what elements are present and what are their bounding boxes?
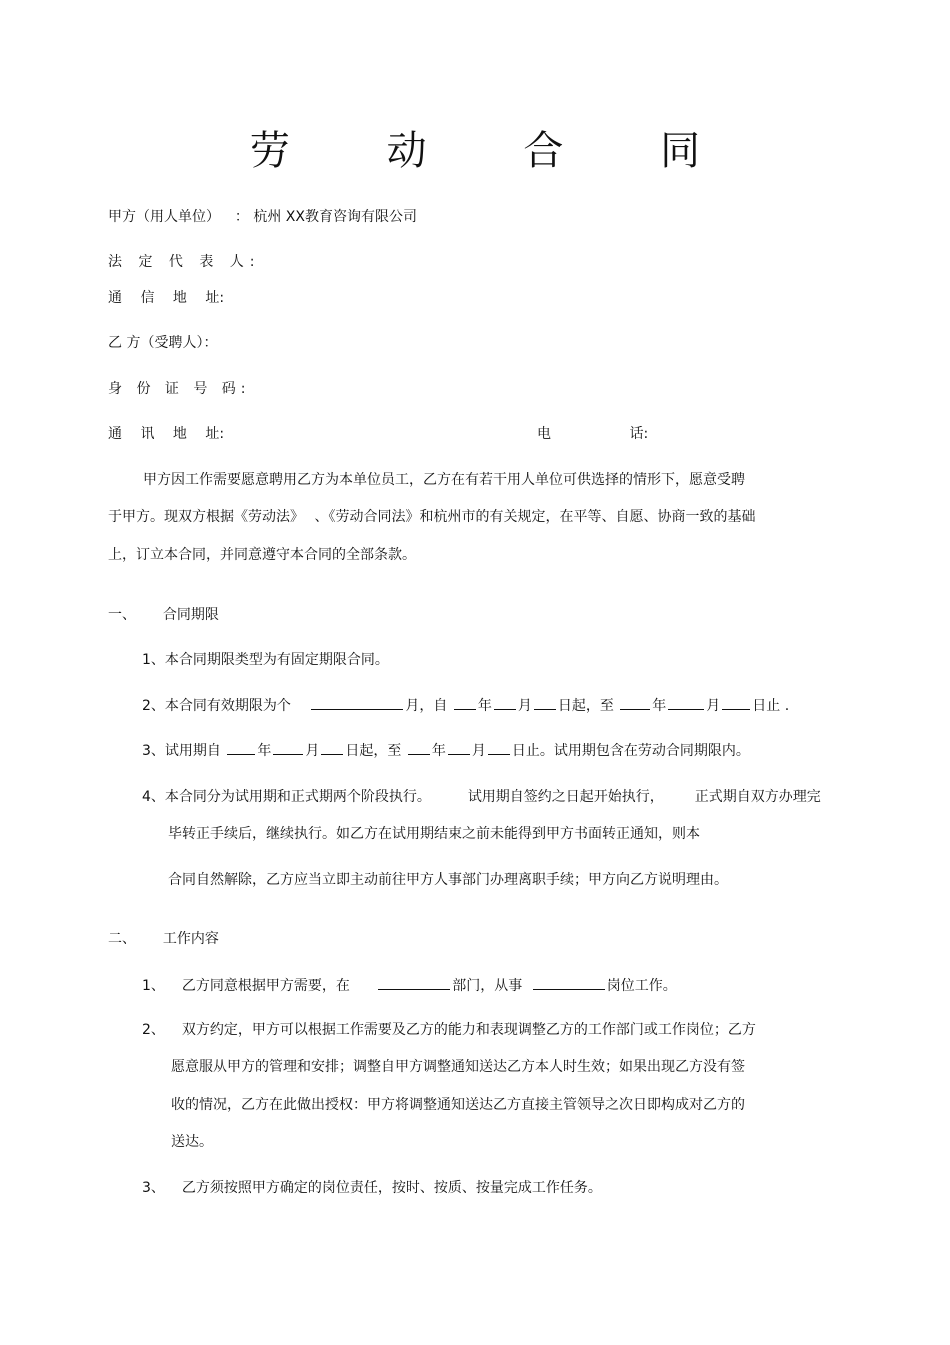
item-3-text: 年: [431, 743, 446, 759]
item-2-text: 年: [652, 698, 667, 714]
section-1-item-1: 1、本合同期限类型为有固定期限合同。: [142, 652, 389, 668]
start-day-blank[interactable]: [534, 695, 556, 710]
section-2-item-2-line-3: 收的情况，乙方在此做出授权：甲方将调整通知送达乙方直接主管领导之次日即构成对乙方的: [171, 1097, 745, 1113]
probation-end-day-blank[interactable]: [488, 740, 510, 755]
item-2-text: 月: [517, 698, 532, 714]
intro-line-1: 甲方因工作需要愿意聘用乙方为本单位员工，乙方在有若干用人单位可供选择的情形下，愿意受聘: [143, 472, 745, 488]
item-2-text: 日起，至: [557, 698, 614, 714]
department-blank[interactable]: [378, 975, 450, 990]
term-months-blank[interactable]: [311, 695, 403, 710]
section-2-item-1: [142, 975, 677, 996]
section-2-item-2-line-2: 愿意服从甲方的管理和安排；调整自甲方调整通知送达乙方本人时生效；如果出现乙方没有签: [171, 1059, 745, 1075]
section-2-item-1-text: 部门，从事: [452, 978, 523, 994]
section-1-item-3: [142, 740, 750, 761]
section-1-heading: [108, 605, 219, 625]
section-2-item-3-number: 3、: [142, 1180, 165, 1196]
section-1-item-4-line-3: 合同自然解除，乙方应当立即主动前往甲方人事部门办理离职手续；甲方向乙方说明理由。: [168, 872, 728, 888]
probation-end-month-blank[interactable]: [448, 740, 470, 755]
party-a-line: [108, 207, 417, 227]
section-2-item-2-number: 2、: [142, 1022, 165, 1038]
section-2-number: 二、: [108, 931, 136, 947]
probation-end-year-blank[interactable]: [408, 740, 430, 755]
section-1-item-4-line-1: [142, 787, 821, 807]
phone-label: 电 话:: [537, 426, 649, 442]
end-month-blank[interactable]: [668, 695, 704, 710]
section-2-item-2-text: 双方约定，甲方可以根据工作需要及乙方的能力和表现调整乙方的工作部门或工作岗位；乙方: [181, 1022, 756, 1038]
id-number-label: 身 份 证 号 码:: [108, 381, 251, 397]
party-a-label: 甲方（用人单位）: [108, 209, 220, 225]
section-2-item-1-prefix: 乙方同意根据甲方需要，在: [181, 978, 350, 994]
item-3-prefix: 3、试用期自: [142, 743, 221, 759]
section-2-item-1-number: 1、: [142, 978, 165, 994]
item-4-part-a: 4、本合同分为试用期和正式期两个阶段执行。: [142, 789, 431, 805]
section-2-heading: [108, 929, 219, 949]
item-2-text: 月，自: [405, 698, 448, 714]
address-label: 通 信 地 址:: [108, 290, 225, 306]
section-2-item-3: [142, 1178, 602, 1198]
section-1-title: 合同期限: [162, 607, 219, 623]
item-2-prefix: 2、本合同有效期限为个: [142, 698, 291, 714]
section-2-item-2-line-4: 送达。: [171, 1134, 213, 1150]
item-3-text: 日起，至: [345, 743, 402, 759]
section-1-number: 一、: [108, 607, 136, 623]
end-day-blank[interactable]: [722, 695, 750, 710]
probation-start-month-blank[interactable]: [273, 740, 303, 755]
probation-start-year-blank[interactable]: [227, 740, 255, 755]
start-month-blank[interactable]: [494, 695, 516, 710]
section-2-item-3-text: 乙方须按照甲方确定的岗位责任，按时、按质、按量完成工作任务。: [181, 1180, 602, 1196]
item-3-text: 月: [305, 743, 320, 759]
intro-line-3: 上，订立本合同，并同意遵守本合同的全部条款。: [108, 547, 416, 563]
item-3-text: 年: [257, 743, 272, 759]
end-year-blank[interactable]: [620, 695, 650, 710]
intro-line-2: 于甲方。现双方根据《劳动法》 、《劳动合同法》和杭州市的有关规定，在平等、自愿、协商一致的基础: [108, 509, 756, 525]
item-2-text: 月: [706, 698, 721, 714]
item-3-text: 月: [471, 743, 486, 759]
section-2-title: 工作内容: [162, 931, 219, 947]
party-b-label: 乙 方（受聘人）：: [108, 335, 218, 351]
item-4-part-c: 正式期自双方办理完: [694, 789, 821, 805]
position-blank[interactable]: [533, 975, 605, 990]
section-1-item-2: [142, 695, 789, 716]
party-a-name: 杭州 XX教育咨询有限公司: [253, 209, 417, 225]
legal-representative-label: 法 定 代 表 人:: [108, 254, 261, 270]
start-year-blank[interactable]: [454, 695, 476, 710]
item-3-text: 日止。试用期包含在劳动合同期限内。: [511, 743, 750, 759]
section-2-item-1-text: 岗位工作。: [606, 978, 677, 994]
document-title: 劳 动 合 同: [249, 128, 743, 174]
item-2-text: 日止 .: [752, 698, 790, 714]
item-2-text: 年: [477, 698, 492, 714]
probation-start-day-blank[interactable]: [321, 740, 343, 755]
item-4-part-b: 试用期自签约之日起开始执行，: [467, 789, 664, 805]
party-a-separator: ：: [234, 209, 249, 225]
section-2-item-2-line-1: [142, 1020, 756, 1040]
section-1-item-4-line-2: 毕转正手续后，继续执行。如乙方在试用期结束之前未能得到甲方书面转正通知，则本: [168, 826, 700, 842]
contact-address-label: 通 讯 地 址:: [108, 426, 225, 442]
